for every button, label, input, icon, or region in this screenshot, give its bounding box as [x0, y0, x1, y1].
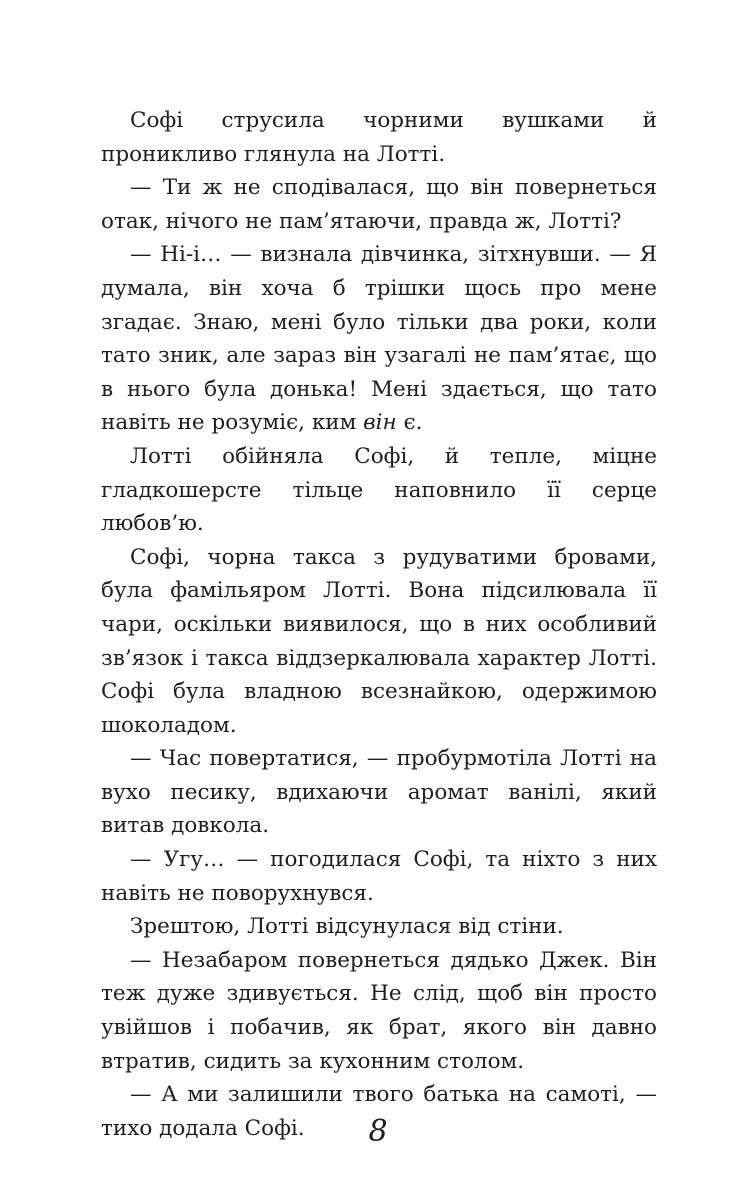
paragraph: — Ти ж не сподівалася, що він повернеться отак, нічого не пам’ятаючи, правда ж, Лотті? — [101, 175, 657, 234]
paragraph: Лотті обійняла Софі, й тепле, міцне гладкошерсте тільце наповнило її серце любов’ю. — [101, 443, 657, 537]
paragraph: — А ми залишили твого батька на самоті, — тихо додала Софі. — [101, 1082, 657, 1141]
paragraph-text: є. — [396, 410, 423, 436]
emphasis-text: він — [363, 410, 397, 436]
paragraph: Зрештою, Лотті відсунулася від стіни. — [130, 914, 564, 940]
paragraph: Софі, чорна такса з рудуватими бровами, була фамільяром Лотті. Вона підсилювала її чари, оскільки виявилося, що в них особливий зв’язок і такса віддзеркалювала характер Лотті. Софі була владною всезнайкою, одержимою шоколадом. — [101, 544, 657, 738]
paragraph: — Незабаром повернеться дядько Джек. Він теж дуже здивується. Не слід, щоб він просто увійшов і побачив, як брат, якого він давно втратив, сидить за кухонним столом. — [101, 947, 657, 1074]
paragraph: Софі струсила чорними вушками й проникливо глянула на Лотті. — [101, 108, 657, 167]
page-body — [101, 104, 657, 1145]
paragraph: — Угу… — погодилася Софі, та ніхто з них навіть не поворухнувся. — [101, 847, 657, 906]
paragraph-text: — Ні-і… — визнала дівчинка, зітхнувши. — Я думала, він хоча б трішки щось про мене згадає. Знаю, мені було тільки два роки, коли тато зник, але зараз він узагалі не пам’ятає, що в нього була донька! Мені здається, що тато навіть не розуміє, ким — [101, 242, 657, 436]
paragraph — [101, 238, 657, 440]
page-number: 8 — [368, 1114, 388, 1149]
paragraph: — Час повертатися, — пробурмотіла Лотті на вухо песику, вдихаючи аромат ванілі, який витав довкола. — [101, 746, 657, 839]
